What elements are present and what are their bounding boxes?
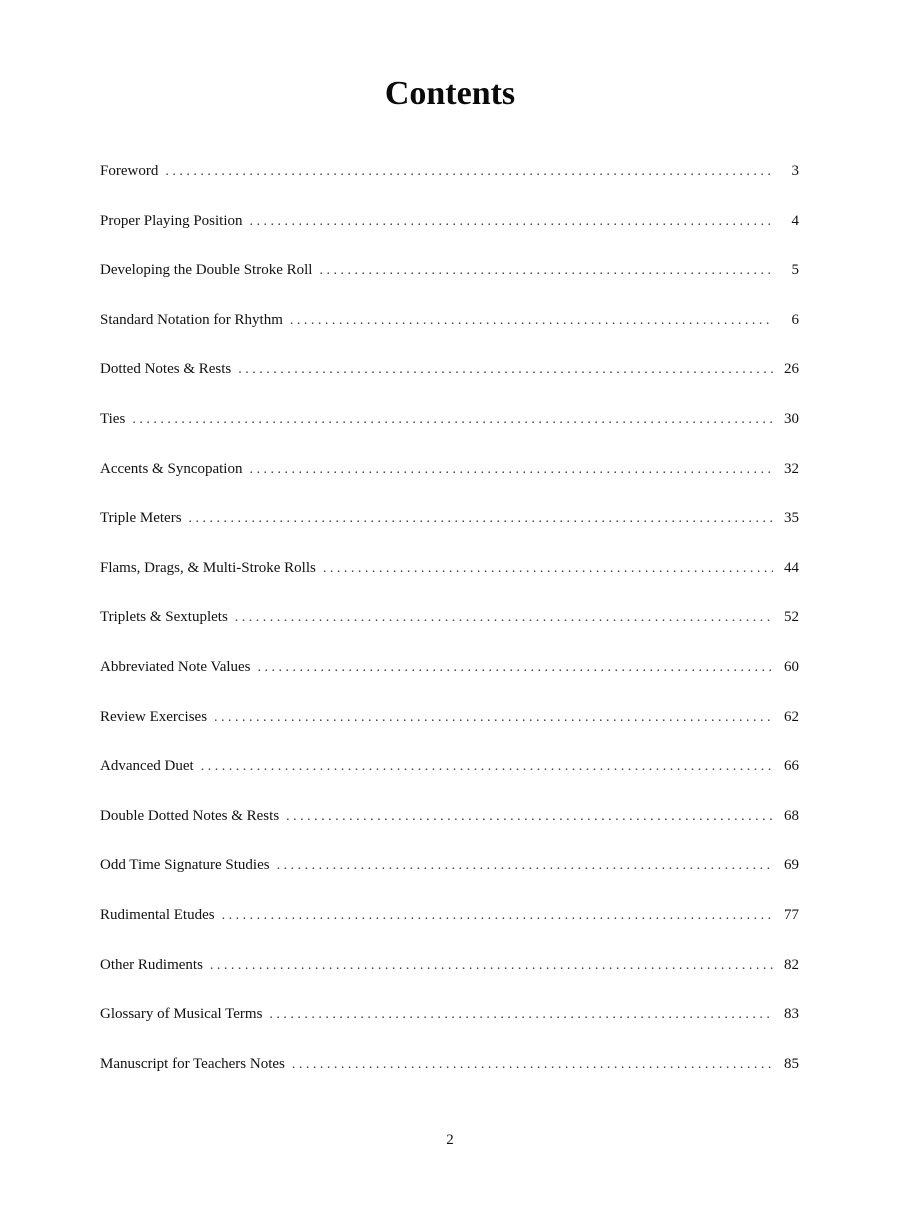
toc-entry-page: 62 (784, 708, 799, 725)
toc-entry (100, 604, 799, 654)
toc-entry-title: Ties (100, 410, 126, 427)
toc-entry-page: 3 (791, 163, 799, 179)
toc-entry-title: Glossary of Musical Terms (100, 1006, 263, 1023)
dot-leader (165, 159, 773, 185)
dot-leader (277, 853, 773, 879)
toc-entry (100, 654, 799, 704)
toc-entry (100, 555, 799, 605)
dot-leader (292, 1052, 773, 1078)
toc-entry-page: 66 (784, 758, 799, 775)
dot-leader (258, 655, 773, 681)
toc-entry (100, 505, 799, 555)
toc-entry-title: Abbreviated Note Values (100, 658, 251, 675)
dot-leader (238, 357, 773, 383)
toc-entry (100, 158, 799, 208)
toc-entry-title: Triple Meters (100, 510, 182, 527)
toc-entry (100, 704, 799, 754)
toc-entry-title: Flams, Drags, & Multi-Stroke Rolls (100, 559, 316, 576)
toc-entry (100, 208, 799, 258)
page-title: Contents (384, 75, 516, 112)
toc-entry-page: 6 (791, 311, 799, 328)
toc-entry-title: Proper Playing Position (100, 212, 243, 229)
dot-leader (214, 705, 773, 731)
toc-entry (100, 753, 799, 803)
toc-entry-page: 77 (784, 906, 799, 923)
toc-entry (100, 902, 799, 952)
toc-entry-page: 26 (784, 361, 799, 378)
toc-entry-page: 83 (784, 1006, 799, 1023)
toc-entry-page: 5 (791, 262, 799, 279)
toc-entry (100, 1051, 799, 1101)
toc-entry (100, 852, 799, 902)
toc-entry-title: Double Dotted Notes & Rests (100, 807, 280, 824)
toc-entry-page: 4 (791, 212, 799, 229)
toc-entry (100, 803, 799, 853)
toc-entry (100, 257, 799, 307)
toc-entry-title: Rudimental Etudes (100, 906, 215, 923)
toc-entry-title: Triplets & Sextuplets (100, 609, 228, 626)
dot-leader (132, 407, 773, 433)
dot-leader (269, 1002, 773, 1028)
toc-entry-page: 32 (784, 460, 799, 477)
dot-leader (249, 457, 773, 483)
toc-entry (100, 356, 799, 406)
toc-entry (100, 952, 799, 1002)
toc-entry-title: Advanced Duet (100, 758, 194, 775)
toc-entry-title: Manuscript for Teachers Notes (100, 1055, 285, 1072)
toc-entry-title: Developing the Double Stroke Roll (100, 262, 313, 279)
toc-entry (100, 456, 799, 506)
toc-entry-title: Other Rudiments (100, 956, 203, 973)
toc-entry (100, 406, 799, 456)
toc-entry-page: 60 (784, 658, 799, 675)
dot-leader (286, 804, 773, 830)
footer-page-number: 2 (446, 1132, 454, 1148)
toc-entry-page: 69 (784, 857, 799, 874)
table-of-contents (100, 158, 799, 1100)
toc-entry-page: 44 (784, 559, 799, 576)
dot-leader (222, 903, 773, 929)
toc-entry-page: 68 (784, 807, 799, 824)
dot-leader (323, 556, 773, 582)
dot-leader (250, 209, 773, 235)
toc-entry (100, 1001, 799, 1051)
toc-entry-title: Review Exercises (100, 708, 208, 725)
toc-entry-title: Odd Time Signature Studies (100, 857, 270, 874)
dot-leader (201, 754, 773, 780)
dot-leader (189, 506, 773, 532)
toc-entry-page: 82 (784, 956, 799, 973)
toc-entry-page: 52 (784, 609, 799, 626)
toc-entry (100, 307, 799, 357)
toc-entry-title: Accents & Syncopation (100, 460, 243, 477)
toc-entry-page: 85 (784, 1055, 799, 1072)
toc-entry-title: Foreword (100, 163, 159, 179)
dot-leader (290, 308, 773, 334)
dot-leader (235, 605, 773, 631)
toc-entry-page: 35 (784, 510, 799, 527)
toc-entry-page: 30 (784, 410, 799, 427)
dot-leader (210, 953, 773, 979)
dot-leader (319, 258, 773, 284)
toc-entry-title: Dotted Notes & Rests (100, 361, 232, 378)
toc-entry-title: Standard Notation for Rhythm (100, 311, 283, 328)
